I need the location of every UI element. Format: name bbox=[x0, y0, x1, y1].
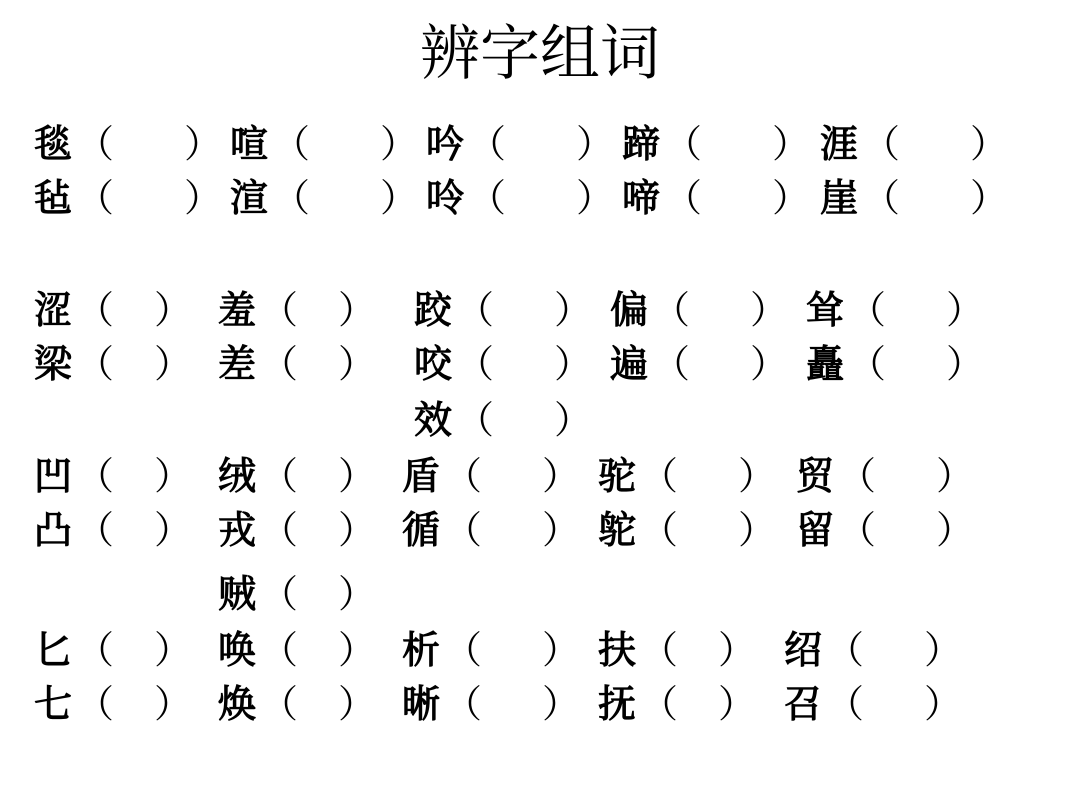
character: 焕 bbox=[217, 681, 256, 726]
word-item bbox=[596, 504, 778, 556]
close-paren: ） bbox=[338, 288, 377, 332]
close-paren: ） bbox=[738, 508, 777, 552]
character: 喧 bbox=[229, 121, 268, 166]
close-paren: ） bbox=[542, 508, 581, 552]
word-item bbox=[32, 118, 224, 170]
close-paren: ） bbox=[718, 628, 757, 672]
character: 循 bbox=[401, 507, 440, 552]
answer-blank[interactable] bbox=[824, 624, 964, 676]
close-paren: ） bbox=[154, 628, 193, 672]
word-item bbox=[818, 118, 1010, 170]
character: 匕 bbox=[33, 627, 72, 672]
close-paren: ） bbox=[380, 122, 419, 166]
close-paren: ） bbox=[542, 682, 581, 726]
answer-blank[interactable] bbox=[846, 284, 986, 336]
open-paren: （ bbox=[75, 342, 114, 386]
close-paren: ） bbox=[946, 288, 985, 332]
word-item bbox=[596, 678, 758, 730]
character: 驼 bbox=[597, 453, 636, 498]
answer-blank[interactable] bbox=[650, 338, 790, 390]
character: 吟 bbox=[425, 121, 464, 166]
answer-blank[interactable] bbox=[258, 338, 378, 390]
answer-blank[interactable] bbox=[662, 118, 812, 170]
answer-blank[interactable] bbox=[860, 172, 1010, 224]
open-paren: （ bbox=[639, 682, 678, 726]
close-paren: ） bbox=[970, 122, 1009, 166]
character: 啼 bbox=[621, 175, 660, 220]
open-paren: （ bbox=[663, 176, 702, 220]
word-row bbox=[0, 394, 1080, 446]
open-paren: （ bbox=[271, 176, 310, 220]
character: 耸 bbox=[805, 287, 844, 332]
open-paren: （ bbox=[75, 122, 114, 166]
close-paren: ） bbox=[924, 628, 963, 672]
open-paren: （ bbox=[443, 628, 482, 672]
character: 扶 bbox=[597, 627, 636, 672]
word-item bbox=[596, 450, 778, 502]
open-paren: （ bbox=[75, 508, 114, 552]
open-paren: （ bbox=[443, 454, 482, 498]
open-paren: （ bbox=[75, 682, 114, 726]
word-item bbox=[412, 394, 594, 446]
character: 效 bbox=[413, 397, 452, 442]
character: 差 bbox=[217, 341, 256, 386]
open-paren: （ bbox=[651, 288, 690, 332]
close-paren: ） bbox=[554, 288, 593, 332]
open-paren: （ bbox=[847, 288, 886, 332]
open-paren: （ bbox=[825, 682, 864, 726]
answer-blank[interactable] bbox=[74, 338, 194, 390]
word-item bbox=[32, 284, 194, 336]
word-row bbox=[0, 568, 1080, 620]
open-paren: （ bbox=[639, 454, 678, 498]
close-paren: ） bbox=[542, 454, 581, 498]
open-paren: （ bbox=[861, 176, 900, 220]
word-item bbox=[216, 284, 378, 336]
answer-blank[interactable] bbox=[836, 504, 976, 556]
character: 涯 bbox=[819, 121, 858, 166]
close-paren: ） bbox=[970, 176, 1009, 220]
character: 渲 bbox=[229, 175, 268, 220]
word-row bbox=[0, 172, 1080, 224]
word-row bbox=[0, 624, 1080, 676]
answer-blank[interactable] bbox=[466, 172, 616, 224]
answer-blank[interactable] bbox=[258, 568, 378, 620]
answer-blank[interactable] bbox=[258, 678, 378, 730]
open-paren: （ bbox=[455, 288, 494, 332]
character: 绍 bbox=[783, 627, 822, 672]
answer-blank[interactable] bbox=[258, 504, 378, 556]
character: 蹄 bbox=[621, 121, 660, 166]
open-paren: （ bbox=[455, 398, 494, 442]
open-paren: （ bbox=[259, 454, 298, 498]
character: 七 bbox=[33, 681, 72, 726]
character: 咬 bbox=[413, 341, 452, 386]
word-item bbox=[216, 678, 378, 730]
open-paren: （ bbox=[651, 342, 690, 386]
answer-blank[interactable] bbox=[442, 624, 582, 676]
open-paren: （ bbox=[259, 682, 298, 726]
answer-blank[interactable] bbox=[74, 450, 194, 502]
answer-blank[interactable] bbox=[74, 118, 224, 170]
close-paren: ） bbox=[772, 176, 811, 220]
close-paren: ） bbox=[718, 682, 757, 726]
close-paren: ） bbox=[936, 454, 975, 498]
open-paren: （ bbox=[443, 508, 482, 552]
answer-blank[interactable] bbox=[74, 504, 194, 556]
character: 贸 bbox=[795, 453, 834, 498]
open-paren: （ bbox=[847, 342, 886, 386]
answer-blank[interactable] bbox=[74, 624, 194, 676]
word-item bbox=[412, 284, 594, 336]
close-paren: ） bbox=[184, 176, 223, 220]
close-paren: ） bbox=[750, 342, 789, 386]
close-paren: ） bbox=[338, 572, 377, 616]
close-paren: ） bbox=[576, 176, 615, 220]
close-paren: ） bbox=[936, 508, 975, 552]
answer-blank[interactable] bbox=[662, 172, 812, 224]
answer-blank[interactable] bbox=[836, 450, 976, 502]
close-paren: ） bbox=[554, 398, 593, 442]
answer-blank[interactable] bbox=[258, 450, 378, 502]
open-paren: （ bbox=[825, 628, 864, 672]
close-paren: ） bbox=[380, 176, 419, 220]
answer-blank[interactable] bbox=[454, 284, 594, 336]
word-item bbox=[424, 172, 616, 224]
character: 鸵 bbox=[597, 507, 636, 552]
character: 崖 bbox=[819, 175, 858, 220]
word-item bbox=[818, 172, 1010, 224]
answer-blank[interactable] bbox=[638, 624, 758, 676]
answer-blank[interactable] bbox=[454, 338, 594, 390]
answer-blank[interactable] bbox=[442, 450, 582, 502]
answer-blank[interactable] bbox=[638, 450, 778, 502]
open-paren: （ bbox=[639, 628, 678, 672]
word-item bbox=[412, 338, 594, 390]
close-paren: ） bbox=[772, 122, 811, 166]
close-paren: ） bbox=[184, 122, 223, 166]
close-paren: ） bbox=[338, 682, 377, 726]
open-paren: （ bbox=[639, 508, 678, 552]
word-item bbox=[804, 338, 986, 390]
open-paren: （ bbox=[861, 122, 900, 166]
close-paren: ） bbox=[154, 454, 193, 498]
close-paren: ） bbox=[154, 508, 193, 552]
word-row bbox=[0, 118, 1080, 170]
open-paren: （ bbox=[259, 628, 298, 672]
word-row bbox=[0, 284, 1080, 336]
answer-blank[interactable] bbox=[442, 504, 582, 556]
word-item bbox=[216, 624, 378, 676]
open-paren: （ bbox=[259, 342, 298, 386]
character: 毡 bbox=[33, 175, 72, 220]
answer-blank[interactable] bbox=[454, 394, 594, 446]
word-item bbox=[794, 450, 976, 502]
close-paren: ） bbox=[338, 508, 377, 552]
close-paren: ） bbox=[576, 122, 615, 166]
character: 析 bbox=[401, 627, 440, 672]
character: 跤 bbox=[413, 287, 452, 332]
word-item bbox=[216, 568, 378, 620]
word-item bbox=[782, 624, 964, 676]
close-paren: ） bbox=[946, 342, 985, 386]
open-paren: （ bbox=[75, 628, 114, 672]
character: 毯 bbox=[33, 121, 72, 166]
answer-blank[interactable] bbox=[270, 118, 420, 170]
close-paren: ） bbox=[154, 342, 193, 386]
word-item bbox=[32, 504, 194, 556]
word-item bbox=[228, 118, 420, 170]
answer-blank[interactable] bbox=[74, 678, 194, 730]
word-item bbox=[32, 678, 194, 730]
character: 遍 bbox=[609, 341, 648, 386]
character: 抚 bbox=[597, 681, 636, 726]
character: 涩 bbox=[33, 287, 72, 332]
character: 偏 bbox=[609, 287, 648, 332]
word-item bbox=[216, 338, 378, 390]
character: 矗 bbox=[805, 341, 844, 386]
open-paren: （ bbox=[443, 682, 482, 726]
word-item bbox=[32, 172, 224, 224]
answer-blank[interactable] bbox=[824, 678, 964, 730]
answer-blank[interactable] bbox=[74, 284, 194, 336]
close-paren: ） bbox=[338, 628, 377, 672]
character: 凸 bbox=[33, 507, 72, 552]
answer-blank[interactable] bbox=[442, 678, 582, 730]
word-item bbox=[424, 118, 616, 170]
word-item bbox=[620, 172, 812, 224]
close-paren: ） bbox=[338, 454, 377, 498]
open-paren: （ bbox=[663, 122, 702, 166]
character: 盾 bbox=[401, 453, 440, 498]
answer-blank[interactable] bbox=[258, 284, 378, 336]
word-item bbox=[782, 678, 964, 730]
open-paren: （ bbox=[259, 508, 298, 552]
character: 呤 bbox=[425, 175, 464, 220]
word-item bbox=[804, 284, 986, 336]
word-row bbox=[0, 504, 1080, 556]
word-item bbox=[228, 172, 420, 224]
word-item bbox=[794, 504, 976, 556]
close-paren: ） bbox=[738, 454, 777, 498]
word-row bbox=[0, 450, 1080, 502]
word-row bbox=[0, 338, 1080, 390]
word-item bbox=[216, 504, 378, 556]
character: 留 bbox=[795, 507, 834, 552]
open-paren: （ bbox=[259, 288, 298, 332]
close-paren: ） bbox=[154, 288, 193, 332]
open-paren: （ bbox=[271, 122, 310, 166]
word-item bbox=[32, 624, 194, 676]
character: 贼 bbox=[217, 571, 256, 616]
open-paren: （ bbox=[455, 342, 494, 386]
open-paren: （ bbox=[75, 454, 114, 498]
answer-blank[interactable] bbox=[638, 678, 758, 730]
answer-blank[interactable] bbox=[466, 118, 616, 170]
answer-blank[interactable] bbox=[846, 338, 986, 390]
answer-blank[interactable] bbox=[270, 172, 420, 224]
word-item bbox=[608, 284, 790, 336]
character: 凹 bbox=[33, 453, 72, 498]
character: 梁 bbox=[33, 341, 72, 386]
open-paren: （ bbox=[467, 122, 506, 166]
character: 晰 bbox=[401, 681, 440, 726]
close-paren: ） bbox=[750, 288, 789, 332]
open-paren: （ bbox=[75, 176, 114, 220]
answer-blank[interactable] bbox=[258, 624, 378, 676]
character: 召 bbox=[783, 681, 822, 726]
close-paren: ） bbox=[554, 342, 593, 386]
close-paren: ） bbox=[542, 628, 581, 672]
character: 羞 bbox=[217, 287, 256, 332]
close-paren: ） bbox=[154, 682, 193, 726]
character: 绒 bbox=[217, 453, 256, 498]
word-item bbox=[32, 338, 194, 390]
open-paren: （ bbox=[75, 288, 114, 332]
word-item bbox=[216, 450, 378, 502]
answer-blank[interactable] bbox=[860, 118, 1010, 170]
character: 戎 bbox=[217, 507, 256, 552]
word-row bbox=[0, 678, 1080, 730]
open-paren: （ bbox=[837, 508, 876, 552]
page-title: 辨字组词 bbox=[420, 19, 660, 89]
answer-blank[interactable] bbox=[638, 504, 778, 556]
open-paren: （ bbox=[467, 176, 506, 220]
word-item bbox=[620, 118, 812, 170]
open-paren: （ bbox=[259, 572, 298, 616]
character: 唤 bbox=[217, 627, 256, 672]
word-item bbox=[400, 504, 582, 556]
word-item bbox=[400, 678, 582, 730]
answer-blank[interactable] bbox=[74, 172, 224, 224]
word-item bbox=[608, 338, 790, 390]
open-paren: （ bbox=[837, 454, 876, 498]
answer-blank[interactable] bbox=[650, 284, 790, 336]
word-item bbox=[596, 624, 758, 676]
close-paren: ） bbox=[338, 342, 377, 386]
word-item bbox=[400, 624, 582, 676]
close-paren: ） bbox=[924, 682, 963, 726]
word-item bbox=[400, 450, 582, 502]
word-item bbox=[32, 450, 194, 502]
